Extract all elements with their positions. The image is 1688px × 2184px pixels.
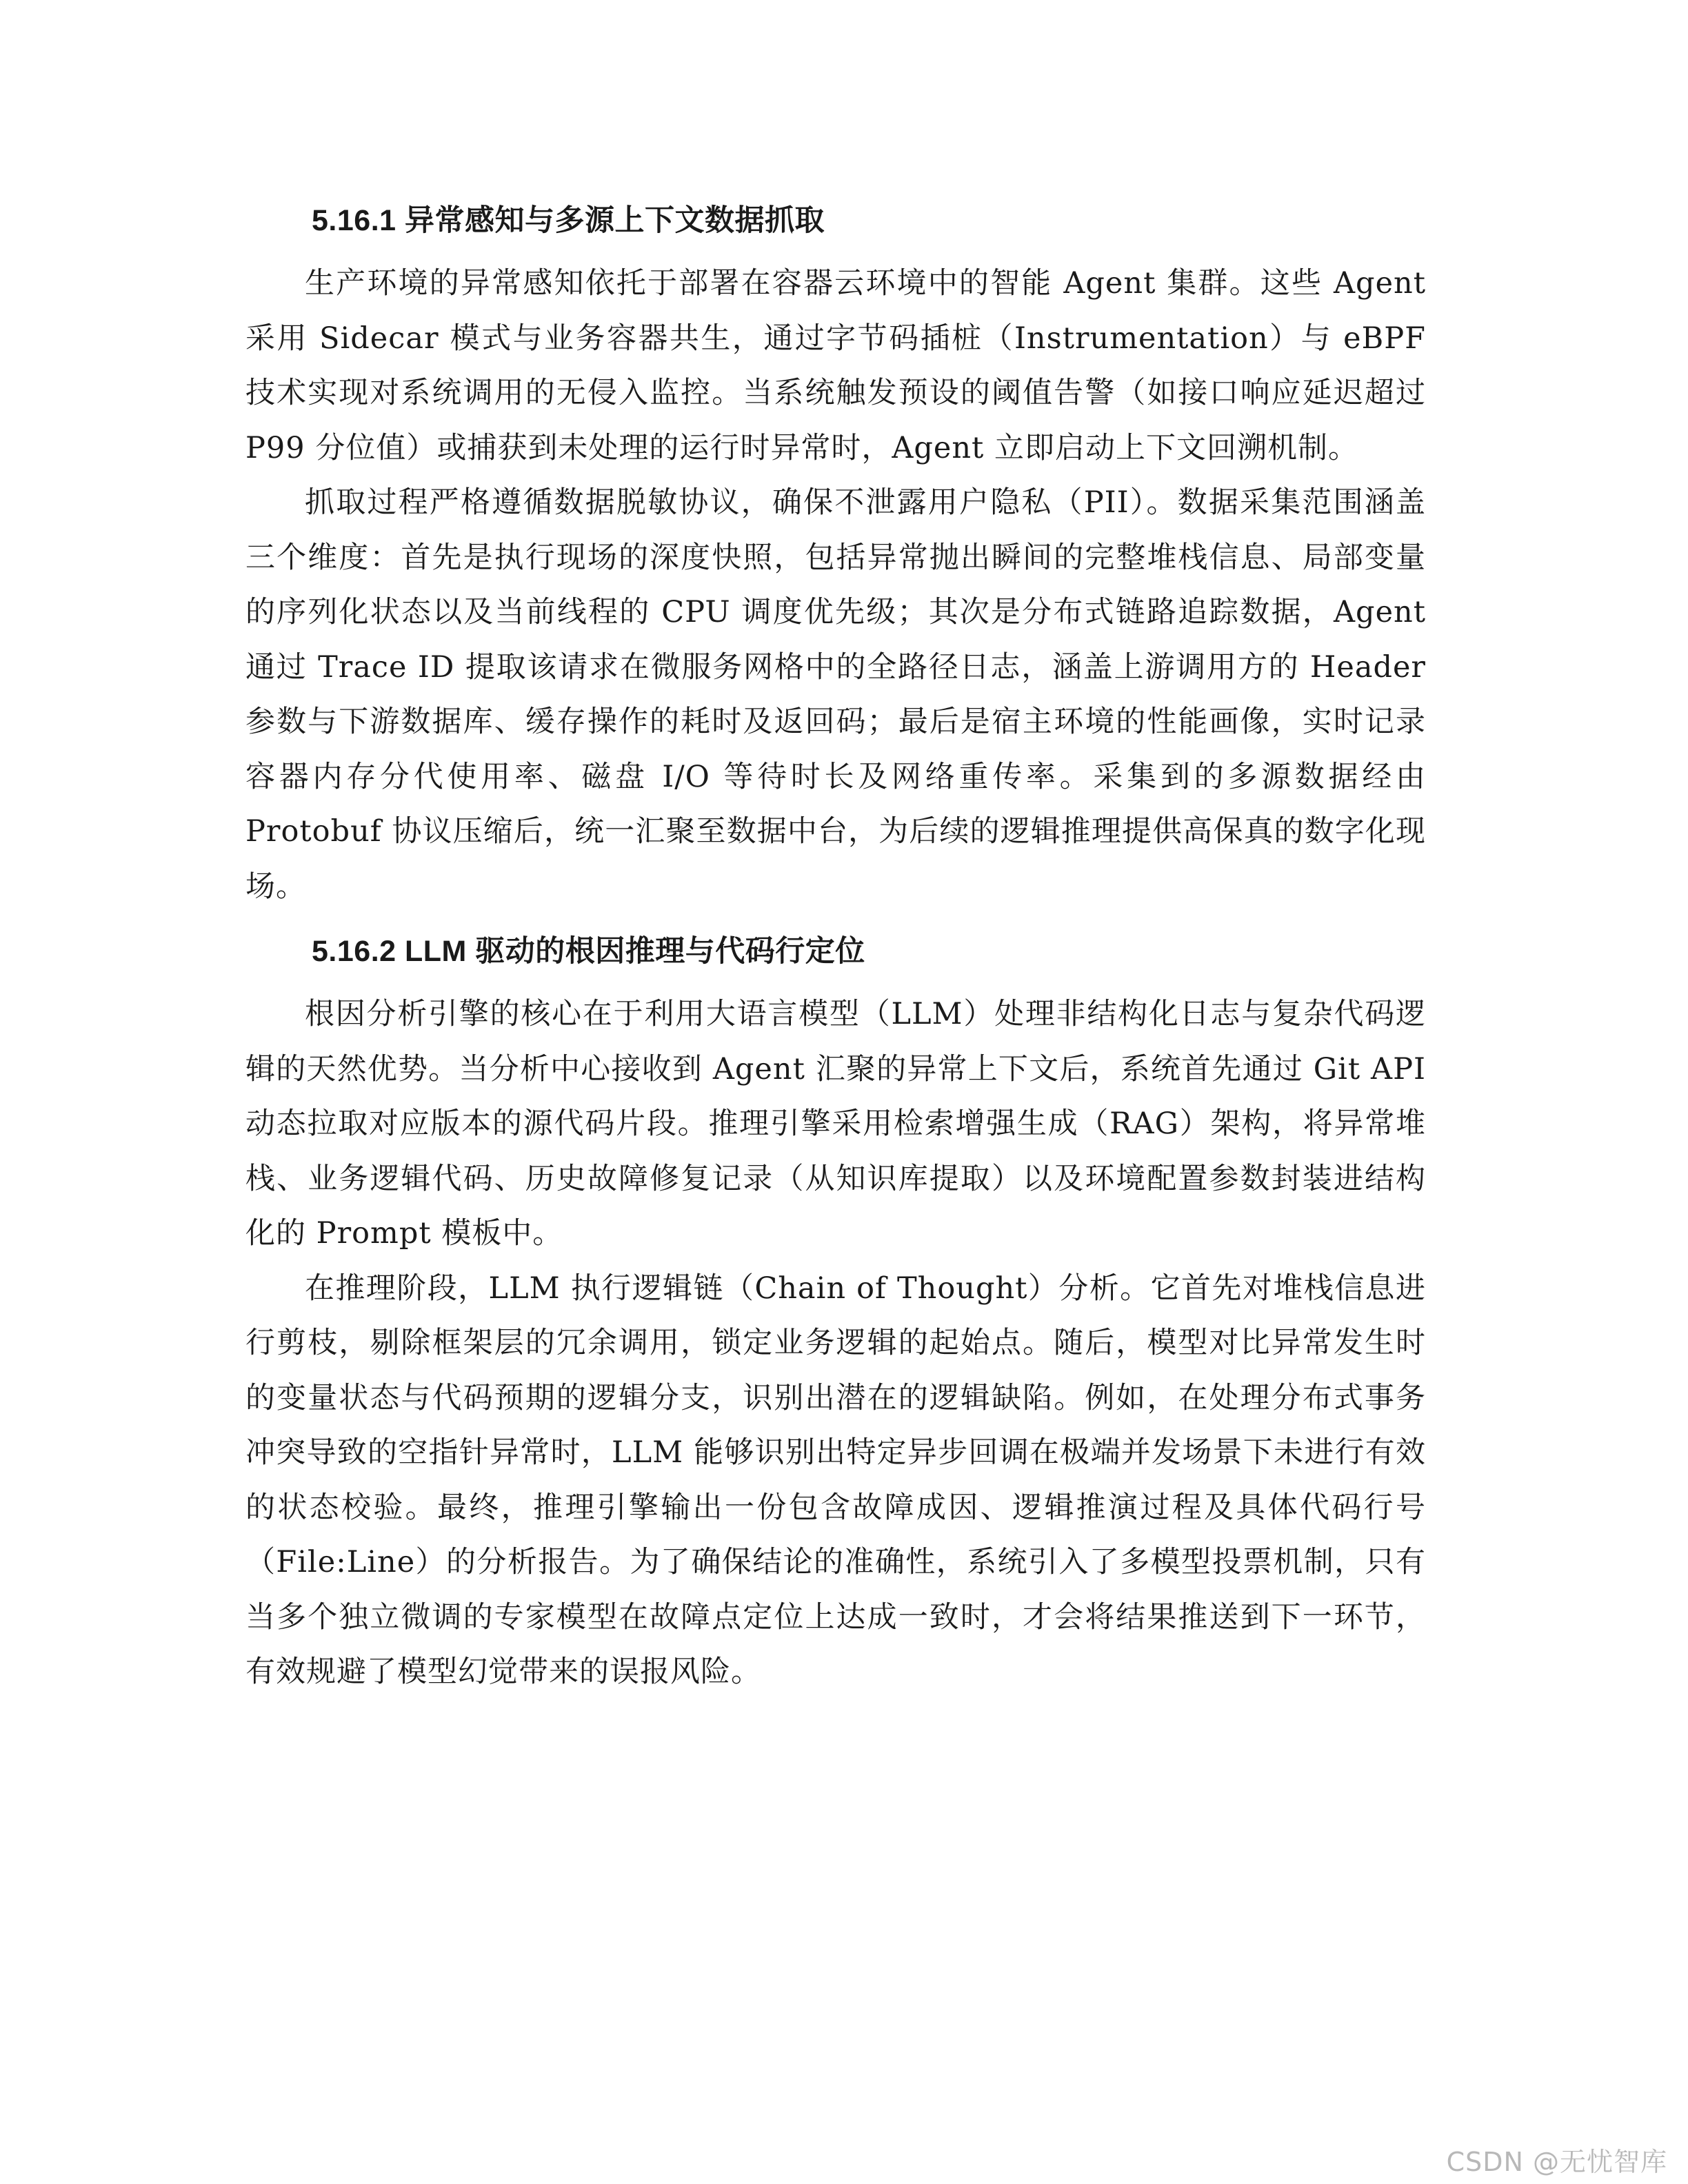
section-heading-5-16-1: 5.16.1 异常感知与多源上下文数据抓取: [312, 204, 825, 237]
paragraph-reasoning-stage: 在推理阶段，LLM 执行逻辑链（Chain of Thought）分析。它首先对堆栈信息进行剪枝，剔除框架层的冗余调用，锁定业务逻辑的起始点。随后，模型对比异常发生时的变量状态与代码预期的逻辑分支，识别出潜在的逻辑缺陷。例如，在处理分布式事务冲突导致的空指针异常时，LLM 能够识别出特定异步回调在极端并发场景下未进行有效的状态校验。最终，推理引擎输出一份包含故障成因、逻辑推演过程及具体代码行号（File:Line）的分析报告。为了确保结论的准确性，系统引入了多模型投票机制，只有当多个独立微调的专家模型在故障点定位上达成一致时，才会将结果推送到下一环节，有效规避了模型幻觉带来的误报风险。: [245, 1271, 1426, 1689]
paragraph-anomaly-detection: 生产环境的异常感知依托于部署在容器云环境中的智能 Agent 集群。这些 Agent 采用 Sidecar 模式与业务容器共生，通过字节码插桩（Instrumentation）与 eBPF 技术实现对系统调用的无侵入监控。当系统触发预设的阈值告警（如接口响应延迟超过 P99 分位值）或捕获到未处理的运行时异常时，Agent 立即启动上下文回溯机制。: [245, 266, 1426, 465]
document-page: [245, 193, 1426, 1700]
paragraph-data-collection: 抓取过程严格遵循数据脱敏协议，确保不泄露用户隐私（PII）。数据采集范围涵盖三个维度：首先是执行现场的深度快照，包括异常抛出瞬间的完整堆栈信息、局部变量的序列化状态以及当前线程的 CPU 调度优先级；其次是分布式链路追踪数据，Agent 通过 Trace ID 提取该请求在微服务网格中的全路径日志，涵盖上游调用方的 Header 参数与下游数据库、缓存操作的耗时及返回码；最后是宿主环境的性能画像，实时记录容器内存分代使用率、磁盘 I/O 等待时长及网络重传率。采集到的多源数据经由 Protobuf 协议压缩后，统一汇聚至数据中台，为后续的逻辑推理提供高保真的数字化现场。: [245, 485, 1426, 904]
csdn-watermark: CSDN @无忧智库: [1446, 2147, 1667, 2177]
paragraph-root-cause-engine: 根因分析引擎的核心在于利用大语言模型（LLM）处理非结构化日志与复杂代码逻辑的天然优势。当分析中心接收到 Agent 汇聚的异常上下文后，系统首先通过 Git API 动态拉取对应版本的源代码片段。推理引擎采用检索增强生成（RAG）架构，将异常堆栈、业务逻辑代码、历史故障修复记录（从知识库提取）以及环境配置参数封装进结构化的 Prompt 模板中。: [245, 997, 1426, 1251]
section-heading-5-16-2: 5.16.2 LLM 驱动的根因推理与代码行定位: [312, 935, 865, 968]
